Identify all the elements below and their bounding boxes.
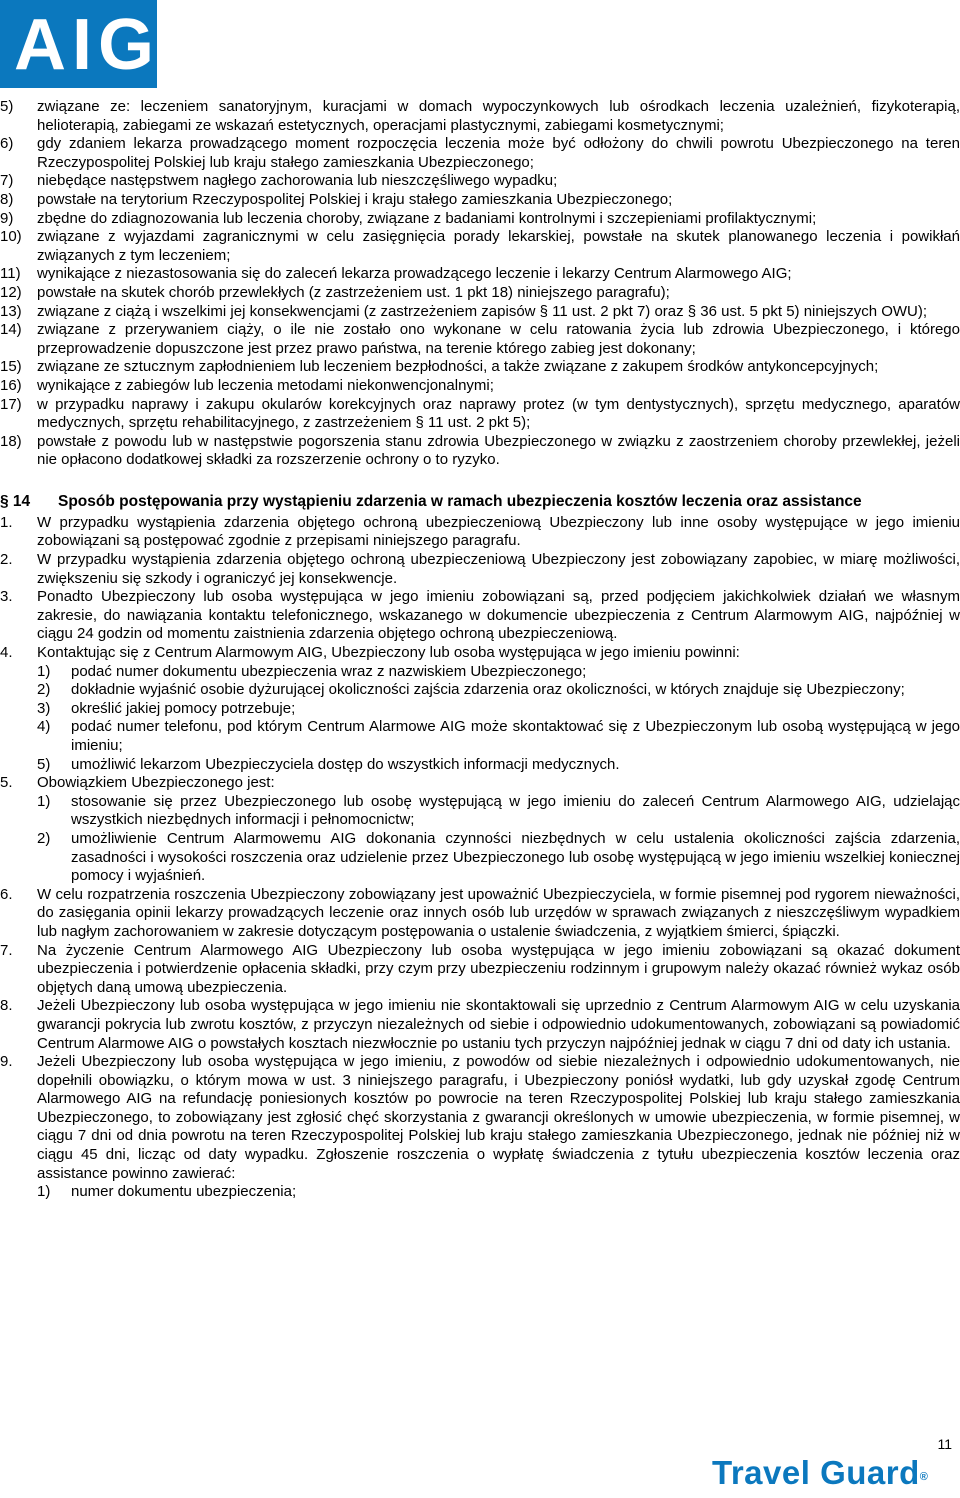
brand-name: Travel Guard — [712, 1454, 920, 1491]
sub-list-item — [0, 1183, 960, 1202]
item-number: 18) — [0, 432, 22, 450]
sub-list-item — [0, 718, 960, 755]
list-item — [0, 396, 960, 433]
item-text: numer dokumentu ubezpieczenia; — [71, 1183, 297, 1201]
list-item — [0, 210, 960, 229]
sub-list-item — [0, 681, 960, 700]
item-text: W przypadku wystąpienia zdarzenia objętego ochroną ubezpieczeniową Ubezpieczony lub inne osoby występujące w jego imieniu zobowiązani są postępować zgodnie z przepisami niniejszego paragrafu. — [37, 513, 960, 550]
registered-mark: ® — [919, 1471, 929, 1483]
list-item — [0, 98, 960, 135]
item-text: w przypadku naprawy i zakupu okularów korekcyjnych oraz naprawy protez (w tym dentystycznych), sprzętu medycznego, aparatów medycznych, sprzętu rehabilitacyjnego, z zastrzeżeniem § 11 ust. 2 pkt 5); — [37, 395, 960, 432]
item-number: 12) — [0, 283, 22, 301]
item-text: podać numer telefonu, pod którym Centrum Alarmowe AIG może skontaktować się z Ubezpieczonym lub osobą występującą w jego imieniu; — [71, 718, 960, 754]
item-text: związane z ciążą i wszelkimi jej konsekwencjami (z zastrzeżeniem zapisów § 11 ust. 2 pkt 7) oraz § 36 ust. 5 pkt 5) niniejszych OWU); — [37, 302, 928, 320]
item-number: 7. — [0, 941, 13, 959]
item-text: wynikające z zabiegów lub leczenia metodami niekonwencjonalnymi; — [37, 376, 494, 394]
item-number: 4) — [37, 718, 51, 736]
item-number: 3) — [37, 699, 51, 717]
list-item — [0, 265, 960, 284]
list-item — [0, 588, 960, 644]
procedure-list — [0, 514, 960, 1202]
item-number: 5) — [0, 98, 14, 115]
sub-list-item — [0, 830, 960, 886]
list-item — [0, 514, 960, 551]
item-text: Jeżeli Ubezpieczony lub osoba występująca w jego imieniu, z powodów od siebie niezależnych i odpowiednio udokumentowanych, nie dopełnili obowiązku, o którym mowa w ust. 3 niniejszego paragrafu, i Ubezpieczony poniósł wydatki, lub gdy uzyskał zgodę Centrum Alarmowego AIG na refundację poniesionych kosztów po powrocie na teren Rzeczypospolitej Polskiej lub kraju stałego zamieszkania Ubezpieczonego, to zobowiązany jest zgłosić chęć skorzystania z gwarancji określonych w umowie ubezpieczenia, w formie pisemnej, w ciągu 7 dni od dnia powrotu na teren Rzeczypospolitej Polskiej lub kraju stałego zamieszkania Ubezpieczonego, jednak nie później niż w ciągu 45 dni, licząc od daty wypadku. Zgłoszenie roszczenia o wypłatę świadczenia z tytułu ubezpieczenia kosztów leczenia oraz assistance powinno zawierać: — [37, 1053, 960, 1182]
list-item — [0, 135, 960, 172]
item-text: Ponadto Ubezpieczony lub osoba występująca w jego imieniu zobowiązani są, przed podjęciem jakichkolwiek działań we własnym zakresie, do nawiązania kontaktu telefonicznego, wskazanego w dokumencie ubezpieczenia z Centrum Alarmowym AIG, najpóźniej w ciągu 24 godzin od momentu zaistnienia zdarzenia objętego ochroną ubezpieczeniową. — [37, 588, 960, 643]
item-text: umożliwienie Centrum Alarmowemu AIG dokonania czynności niezbędnych w celu ustalenia okoliczności zajścia zdarzenia, zasadności i wysokości roszczenia oraz udzielenie przez Ubezpieczonego lub osobę występującą w jego imieniu wszelkiej koniecznej pomocy i wyjaśnień. — [71, 829, 960, 885]
item-number: 1. — [0, 513, 13, 531]
list-item — [0, 997, 960, 1053]
item-number: 8) — [0, 190, 14, 208]
item-text: wynikające z niezastosowania się do zaleceń lekarza prowadzącego leczenie i lekarzy Centrum Alarmowego AIG; — [37, 265, 792, 283]
item-number: 8. — [0, 997, 13, 1015]
list-item — [0, 172, 960, 191]
item-text: związane ze: leczeniem sanatoryjnym, kuracjami w domach wypoczynkowych lub ośrodkach leczenia uzależnień, fizykoterapią, helioterapią, zabiegami ze wskazań estetycznych, operacjami plastycznymi, zabiegami kosmetycznymi; — [37, 98, 960, 134]
sub-list-item — [0, 700, 960, 719]
item-number: 17) — [0, 395, 22, 413]
item-number: 4. — [0, 644, 13, 662]
item-number: 2) — [37, 681, 51, 699]
item-number: 7) — [0, 172, 14, 190]
list-item — [0, 774, 960, 793]
list-item — [0, 321, 960, 358]
item-text: związane ze sztucznym zapłodnieniem lub leczeniem bezpłodności, a także związane z zakupem środków antykoncepcyjnych; — [37, 358, 879, 376]
item-text: Obowiązkiem Ubezpieczonego jest: — [37, 774, 275, 792]
travel-guard-logo — [712, 1452, 940, 1494]
item-text: umożliwić lekarzom Ubezpieczyciela dostęp do wszystkich informacji medycznych. — [71, 755, 620, 773]
item-number: 11) — [0, 265, 21, 283]
item-number: 1) — [37, 662, 51, 680]
item-number: 2) — [37, 829, 51, 847]
item-text: określić jakiej pomocy potrzebuje; — [71, 699, 296, 717]
list-item — [0, 886, 960, 942]
list-item — [0, 551, 960, 588]
item-text: powstałe na terytorium Rzeczypospolitej Polskiej i kraju stałego zamieszkania Ubezpieczonego; — [37, 190, 673, 208]
item-number: 3. — [0, 588, 13, 606]
item-text: podać numer dokumentu ubezpieczenia wraz z nazwiskiem Ubezpieczonego; — [71, 662, 587, 680]
item-text: stosowanie się przez Ubezpieczonego lub osobę występującą w jego imieniu do zaleceń Centrum Alarmowego AIG, udzielając wszystkich niezbędnych informacji i pełnomocnictw; — [71, 792, 960, 829]
list-item — [0, 284, 960, 303]
item-text: gdy zdaniem lekarza prowadzącego moment rozpoczęcia leczenia może być odłożony do chwili powrotu Ubezpieczonego na teren Rzeczypospolitej Polskiej lub kraju stałego zamieszkania Ubezpieczonego; — [37, 135, 960, 171]
item-text: Na życzenie Centrum Alarmowego AIG Ubezpieczony lub osoba występująca w jego imieniu zobowiązani są okazać dokument ubezpieczenia i potwierdzenie opłacenia składki, przy czym przy ubezpieczeniu rodzinnym i grupowym należy okazać również wykaz osób objętych daną umową ubezpieczenia. — [37, 941, 960, 996]
list-item — [0, 942, 960, 998]
item-text: W celu rozpatrzenia roszczenia Ubezpieczony zobowiązany jest upoważnić Ubezpieczyciela, w formie pisemnej pod rygorem nieważności, do zasięgania opinii lekarzy prowadzących leczenie oraz innych osób lub urzędów w sprawach związanych z nieszczęśliwym wypadkiem lub nagłym zachorowaniem w zakresie dotyczącym postępowania o ustalenie świadczenia, z wyjątkiem śmierci, śpiączki. — [37, 885, 960, 940]
list-item — [0, 644, 960, 663]
document-body — [0, 98, 960, 1202]
item-text: niebędące następstwem nagłego zachorowania lub nieszczęśliwego wypadku; — [37, 172, 558, 190]
aig-logo-text: AIG — [14, 5, 161, 85]
item-number: 14) — [0, 321, 22, 339]
list-item — [0, 358, 960, 377]
section-title: Sposób postępowania przy wystąpieniu zdarzenia w ramach ubezpieczenia kosztów leczenia oraz assistance — [58, 492, 862, 510]
item-number: 6) — [0, 135, 14, 153]
page-number: 11 — [937, 1436, 952, 1452]
list-item — [0, 191, 960, 210]
exclusions-list — [0, 98, 960, 470]
item-number: 1) — [37, 1183, 51, 1201]
item-text: powstałe na skutek chorób przewlekłych (z zastrzeżeniem ust. 1 pkt 18) niniejszego paragrafu); — [37, 283, 670, 301]
list-item — [0, 228, 960, 265]
item-text: Jeżeli Ubezpieczony lub osoba występująca w jego imieniu nie skontaktowali się uprzednio z Centrum Alarmowym AIG w celu uzyskania gwarancji pokrycia lub zwrotu kosztów, z przyczyn niezależnych od siebie i odpowiednio udokumentowanych, zobowiązani są powiadomić Centrum Alarmowe AIG o powstałych kosztach niezwłocznie po ustaniu tych przyczyn najpóźniej jednak w ciągu 7 dni od daty ich ustania. — [37, 997, 960, 1052]
item-text: Kontaktując się z Centrum Alarmowym AIG, Ubezpieczony lub osoba występująca w jego imieniu powinni: — [37, 644, 740, 662]
item-number: 2. — [0, 551, 13, 569]
item-text: W przypadku wystąpienia zdarzenia objętego ochroną ubezpieczeniową Ubezpieczony jest zobowiązany zapobiec, w miarę możliwości, zwiększeniu się szkody i ograniczyć jej konsekwencje. — [37, 551, 960, 587]
item-number: 13) — [0, 302, 22, 320]
list-item — [0, 1053, 960, 1183]
item-number: 6. — [0, 885, 13, 903]
item-number: 1) — [37, 792, 51, 810]
item-number: 5) — [37, 755, 51, 773]
aig-logo — [0, 0, 161, 88]
sub-list-item — [0, 756, 960, 775]
sub-list-item — [0, 663, 960, 682]
item-number: 16) — [0, 376, 22, 394]
section-heading — [0, 492, 960, 511]
item-text: zbędne do zdiagnozowania lub leczenia choroby, związane z badaniami kontrolnymi i szczepieniami profilaktycznymi; — [37, 209, 817, 227]
list-item — [0, 377, 960, 396]
item-text: związane z wyjazdami zagranicznymi w celu zasięgnięcia porady lekarskiej, powstałe na skutek planowanego leczenia i powikłań związanych z tym leczeniem; — [37, 228, 960, 264]
item-number: 9) — [0, 209, 14, 227]
item-text: dokładnie wyjaśnić osobie dyżurującej okoliczności zajścia zdarzenia oraz okoliczności, w których znajduje się Ubezpieczony; — [71, 681, 905, 699]
item-number: 5. — [0, 774, 13, 792]
section-number: § 14 — [0, 492, 31, 510]
list-item — [0, 303, 960, 322]
item-number: 9. — [0, 1053, 13, 1071]
item-number: 15) — [0, 358, 22, 376]
item-number: 10) — [0, 228, 22, 246]
item-text: związane z przerywaniem ciąży, o ile nie zostało ono wykonane w celu ratowania życia lub zdrowia Ubezpieczonego, i którego przeprowadzenie dopuszczone jest przez prawo państwa, na terenie którego zabieg jest dokonany; — [37, 321, 960, 357]
sub-list-item — [0, 793, 960, 830]
item-text: powstałe z powodu lub w następstwie pogorszenia stanu zdrowia Ubezpieczonego w związku z zaostrzeniem choroby przewlekłej, jeżeli nie opłacono dodatkowej składki za rozszerzenie ochrony o to ryzyko. — [37, 432, 960, 469]
list-item — [0, 433, 960, 470]
